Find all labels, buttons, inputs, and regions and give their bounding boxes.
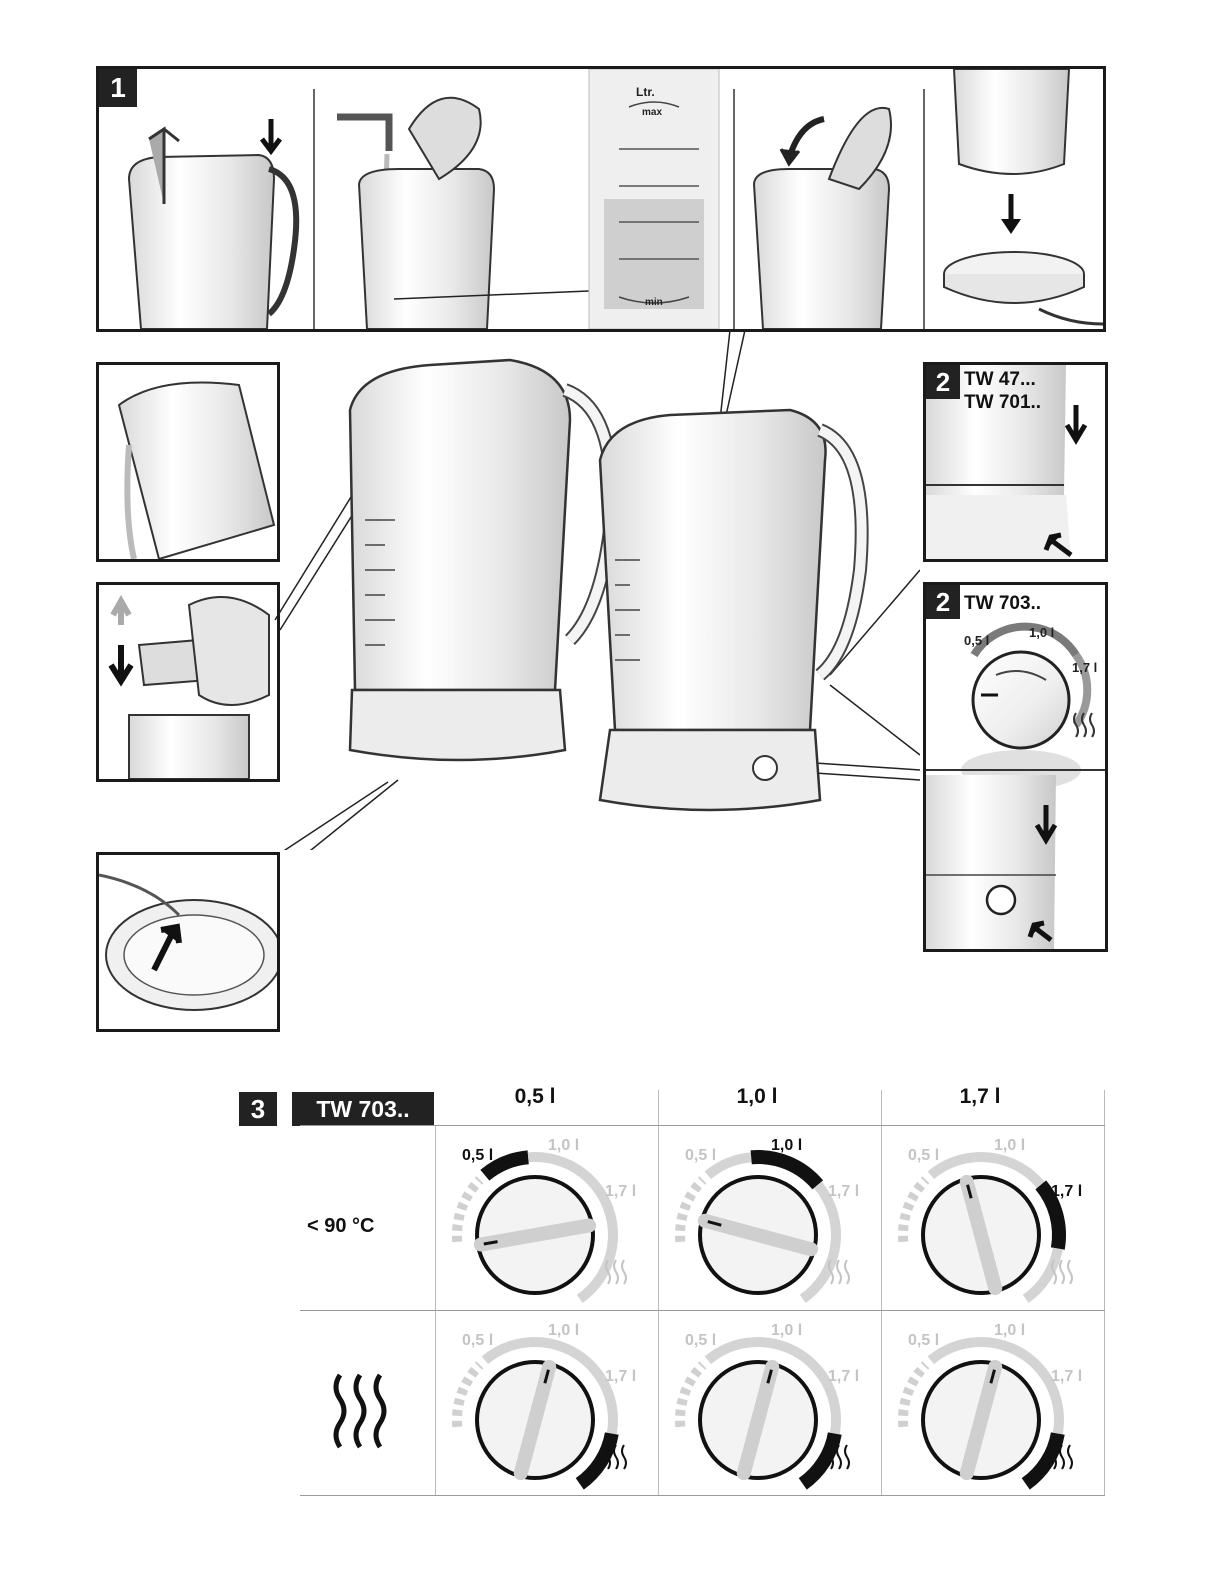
column-header-17: 1,7 l	[959, 1085, 1001, 1108]
step2b-badge: 2	[926, 585, 960, 619]
dial-label: 1,7 l	[828, 1183, 860, 1200]
model-tw703: TW 703..	[964, 593, 1042, 614]
model-tw47: TW 47...	[964, 369, 1036, 390]
dial-label: 1,0 l	[994, 1137, 1026, 1154]
kettle-close-lid-illustration	[754, 108, 891, 329]
model-tw701: TW 701..	[964, 392, 1042, 413]
kettle-open-lid-illustration	[129, 119, 296, 329]
column-header-10: 1,0 l	[736, 1085, 778, 1108]
step2-dial-panel	[923, 582, 1108, 952]
step1-panel	[96, 66, 1106, 332]
filter-panel	[96, 582, 280, 782]
dial-label: 1,0 l	[771, 1137, 803, 1154]
scale-max-label: max	[642, 107, 663, 118]
dial-label: 0,5 l	[685, 1332, 717, 1349]
table-divider-3	[1104, 1090, 1105, 1496]
scale-top-label: Ltr.	[636, 85, 655, 99]
main-kettles-illustration	[270, 330, 920, 850]
table-rule-mid	[300, 1310, 1105, 1311]
dial-label: 1,0 l	[771, 1322, 803, 1339]
dial-diagram	[663, 1135, 873, 1305]
dial-label: 0,5 l	[908, 1332, 940, 1349]
row-label-below-90: < 90 °C	[307, 1215, 375, 1237]
dial-label: 1,0 l	[994, 1322, 1026, 1339]
dial-label-10: 1,0 l	[1029, 625, 1055, 640]
dial-label: 1,7 l	[1051, 1183, 1083, 1200]
table-divider-1	[658, 1090, 659, 1496]
pouring-panel	[96, 362, 280, 562]
dial-label-17: 1,7 l	[1072, 660, 1098, 675]
dial-diagram	[886, 1320, 1096, 1490]
kettle-filling-illustration	[337, 98, 589, 329]
table-rule-top	[300, 1125, 1105, 1126]
dial-label: 1,7 l	[605, 1183, 637, 1200]
step3-model: TW 703..	[292, 1092, 434, 1126]
scale-min-label: min	[645, 297, 663, 308]
dial-label: 1,7 l	[1051, 1368, 1083, 1385]
step3-badge: 3	[239, 1092, 277, 1126]
dial-label: 1,7 l	[828, 1368, 860, 1385]
kettle-on-base-illustration	[944, 69, 1103, 324]
step2a-badge: 2	[926, 365, 960, 399]
dial-diagram	[886, 1135, 1096, 1305]
dial-label: 1,0 l	[548, 1322, 580, 1339]
dial-diagram	[440, 1135, 650, 1305]
cord-storage-illustration	[99, 855, 277, 1029]
dial-label: 0,5 l	[462, 1147, 494, 1164]
column-header-05: 0,5 l	[514, 1085, 556, 1108]
dial-label: 0,5 l	[908, 1147, 940, 1164]
filter-illustration	[99, 585, 277, 779]
dial-illustration	[926, 585, 1105, 949]
dial-diagram	[663, 1320, 873, 1490]
dial-label-05: 0,5 l	[964, 633, 990, 648]
step2-switch-panel	[923, 362, 1108, 562]
dial-label: 1,7 l	[605, 1368, 637, 1385]
dial-label: 0,5 l	[462, 1332, 494, 1349]
table-rule-bottom	[300, 1495, 1105, 1496]
pouring-illustration	[99, 365, 277, 559]
table-divider-2	[881, 1090, 882, 1496]
step1-illustrations	[99, 69, 1103, 329]
dial-diagram	[440, 1320, 650, 1490]
cord-storage-panel	[96, 852, 280, 1032]
steam-icon	[330, 1370, 390, 1450]
step1-badge: 1	[99, 69, 137, 107]
dial-label: 0,5 l	[685, 1147, 717, 1164]
dial-label: 1,0 l	[548, 1137, 580, 1154]
